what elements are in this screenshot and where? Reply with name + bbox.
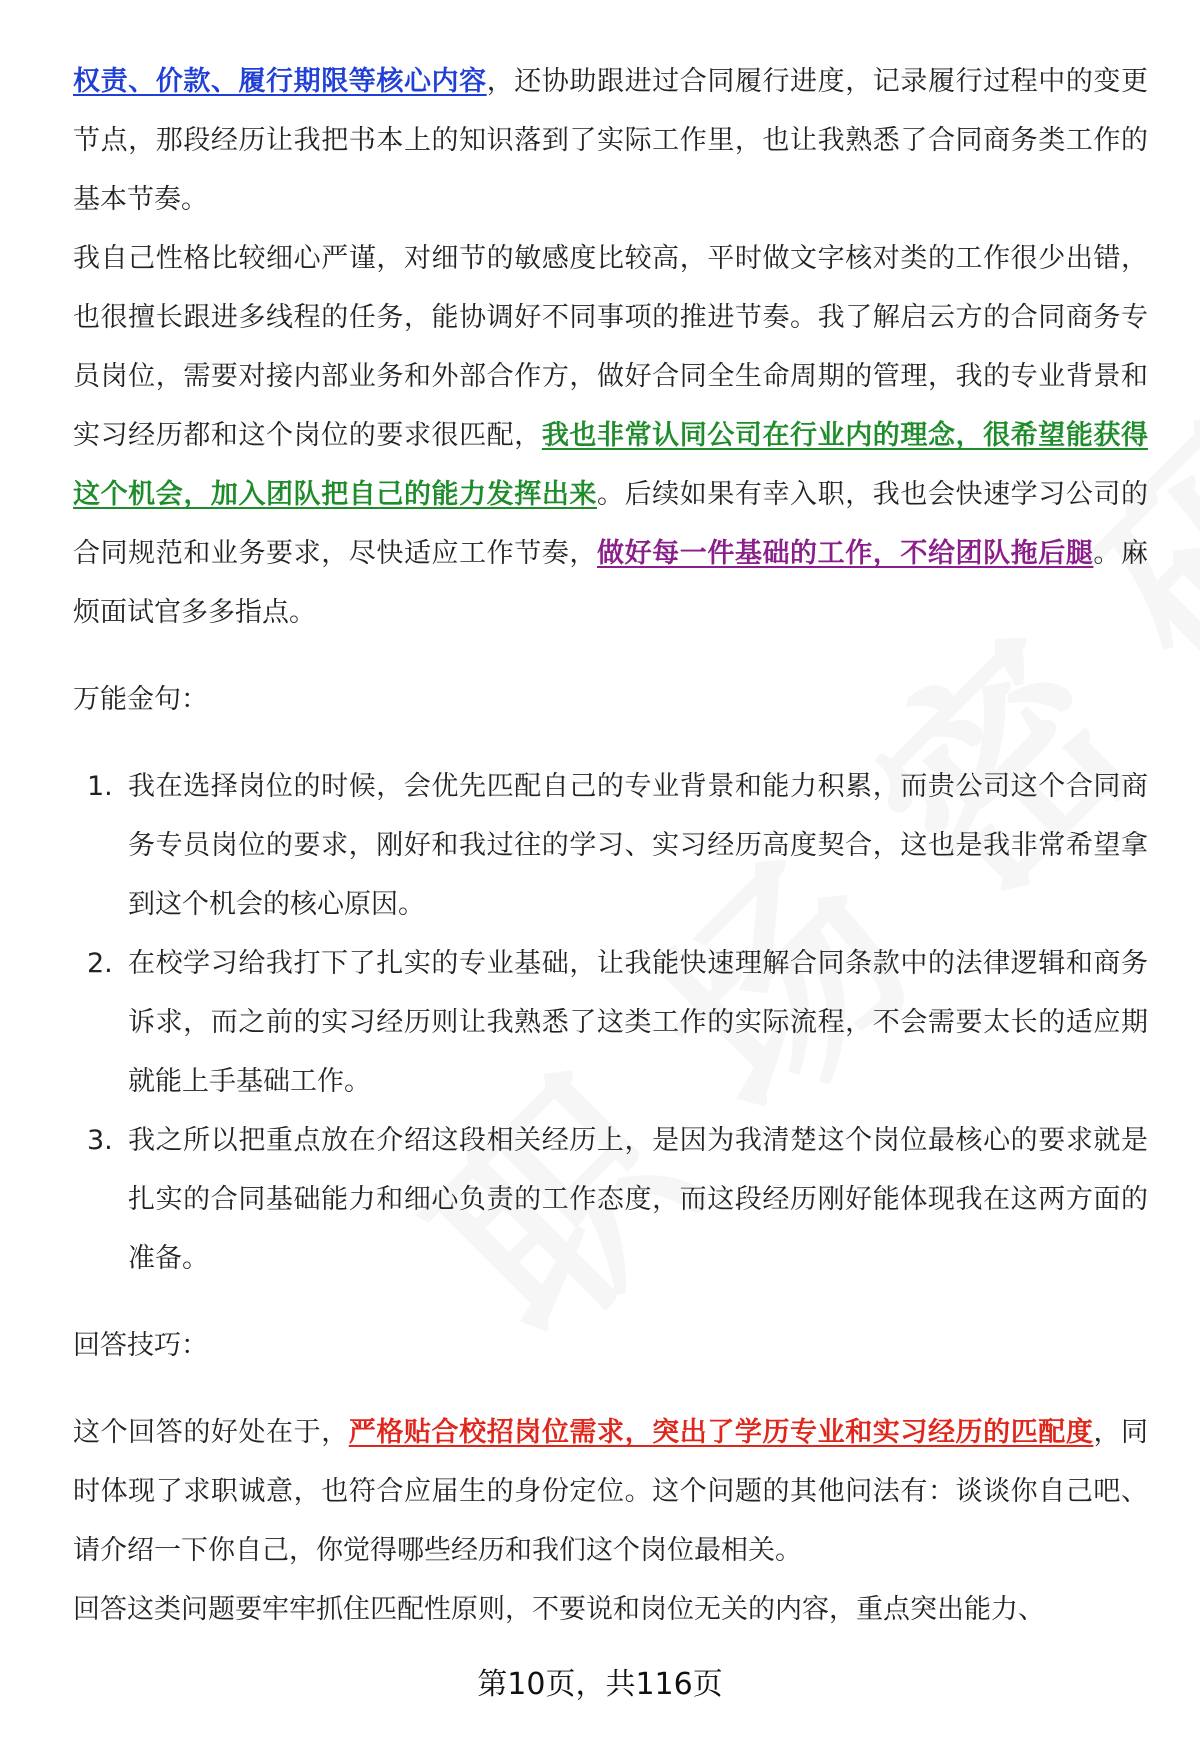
paragraph-experience xyxy=(73,52,1148,229)
paragraph-advice: 回答这类问题要牢牢抓住匹配性原则，不要说和岗位无关的内容，重点突出能力、 xyxy=(73,1594,1045,1625)
highlight-purple: 做好每一件基础的工作，不给团队拖后腿 xyxy=(597,538,1094,569)
page-number: 第10页，共116页 xyxy=(477,1667,723,1702)
paragraph-text: ，还协助跟进过合同履行进度，记录履行过程中的变更节点，那段经历让我把书本上的知识落到了实际工作里，也让我熟悉了合同商务类工作的基本节奏。 xyxy=(73,66,1149,215)
paragraph-text: 。麻烦面试官多多指点。 xyxy=(73,538,1149,628)
paragraph-text: 这个回答的好处在于， xyxy=(73,1417,349,1448)
list-number: 2. xyxy=(87,948,113,979)
highlight-blue: 权责、价款、履行期限等核心内容 xyxy=(73,66,487,97)
list-item xyxy=(73,757,1148,934)
paragraph-text: 。后续如果有幸入职，我也会快速学习公司的合同规范和业务要求，尽快适应工作节奏， xyxy=(73,479,1148,569)
list-item xyxy=(73,1111,1148,1288)
highlight-green: 我也非常认同公司在行业内的理念，很希望能获得这个机会，加入团队把自己的能力发挥出来 xyxy=(73,420,1149,510)
paragraph-self-intro xyxy=(73,229,1148,642)
phrases-list xyxy=(73,757,1148,1288)
paragraph-text: ，同时体现了求职诚意，也符合应届生的身份定位。这个问题的其他问法有：谈谈你自己吧、请介绍一下你自己，你觉得哪些经历和我们这个岗位最相关。 xyxy=(73,1417,1149,1566)
tips-heading: 回答技巧： xyxy=(73,1330,208,1361)
list-item-text: 我在选择岗位的时候，会优先匹配自己的专业背景和能力积累，而贵公司这个合同商务专员岗位的要求，刚好和我过往的学习、实习经历高度契合，这也是我非常希望拿到这个机会的核心原因。 xyxy=(128,771,1148,920)
document-body xyxy=(73,52,1148,1639)
phrases-heading: 万能金句： xyxy=(73,684,208,715)
list-item xyxy=(73,934,1148,1111)
list-number: 3. xyxy=(87,1125,113,1156)
list-number: 1. xyxy=(87,771,113,802)
list-item-text: 在校学习给我打下了扎实的专业基础，让我能快速理解合同条款中的法律逻辑和商务诉求，而之前的实习经历则让我熟悉了这类工作的实际流程，不会需要太长的适应期就能上手基础工作。 xyxy=(128,948,1148,1097)
list-item-text: 我之所以把重点放在介绍这段相关经历上，是因为我清楚这个岗位最核心的要求就是扎实的合同基础能力和细心负责的工作态度，而这段经历刚好能体现我在这两方面的准备。 xyxy=(128,1125,1148,1274)
highlight-red: 严格贴合校招岗位需求，突出了学历专业和实习经历的匹配度 xyxy=(348,1417,1094,1448)
paragraph-text: 我自己性格比较细心严谨，对细节的敏感度比较高，平时做文字核对类的工作很少出错，也很擅长跟进多线程的任务，能协调好不同事项的推进节奏。我了解启云方的合同商务专员岗位，需要对接内部业务和外部合作方，做好合同全生命周期的管理，我的专业背景和实习经历都和这个岗位的要求很匹配， xyxy=(73,243,1148,451)
paragraph-tips xyxy=(73,1403,1148,1580)
